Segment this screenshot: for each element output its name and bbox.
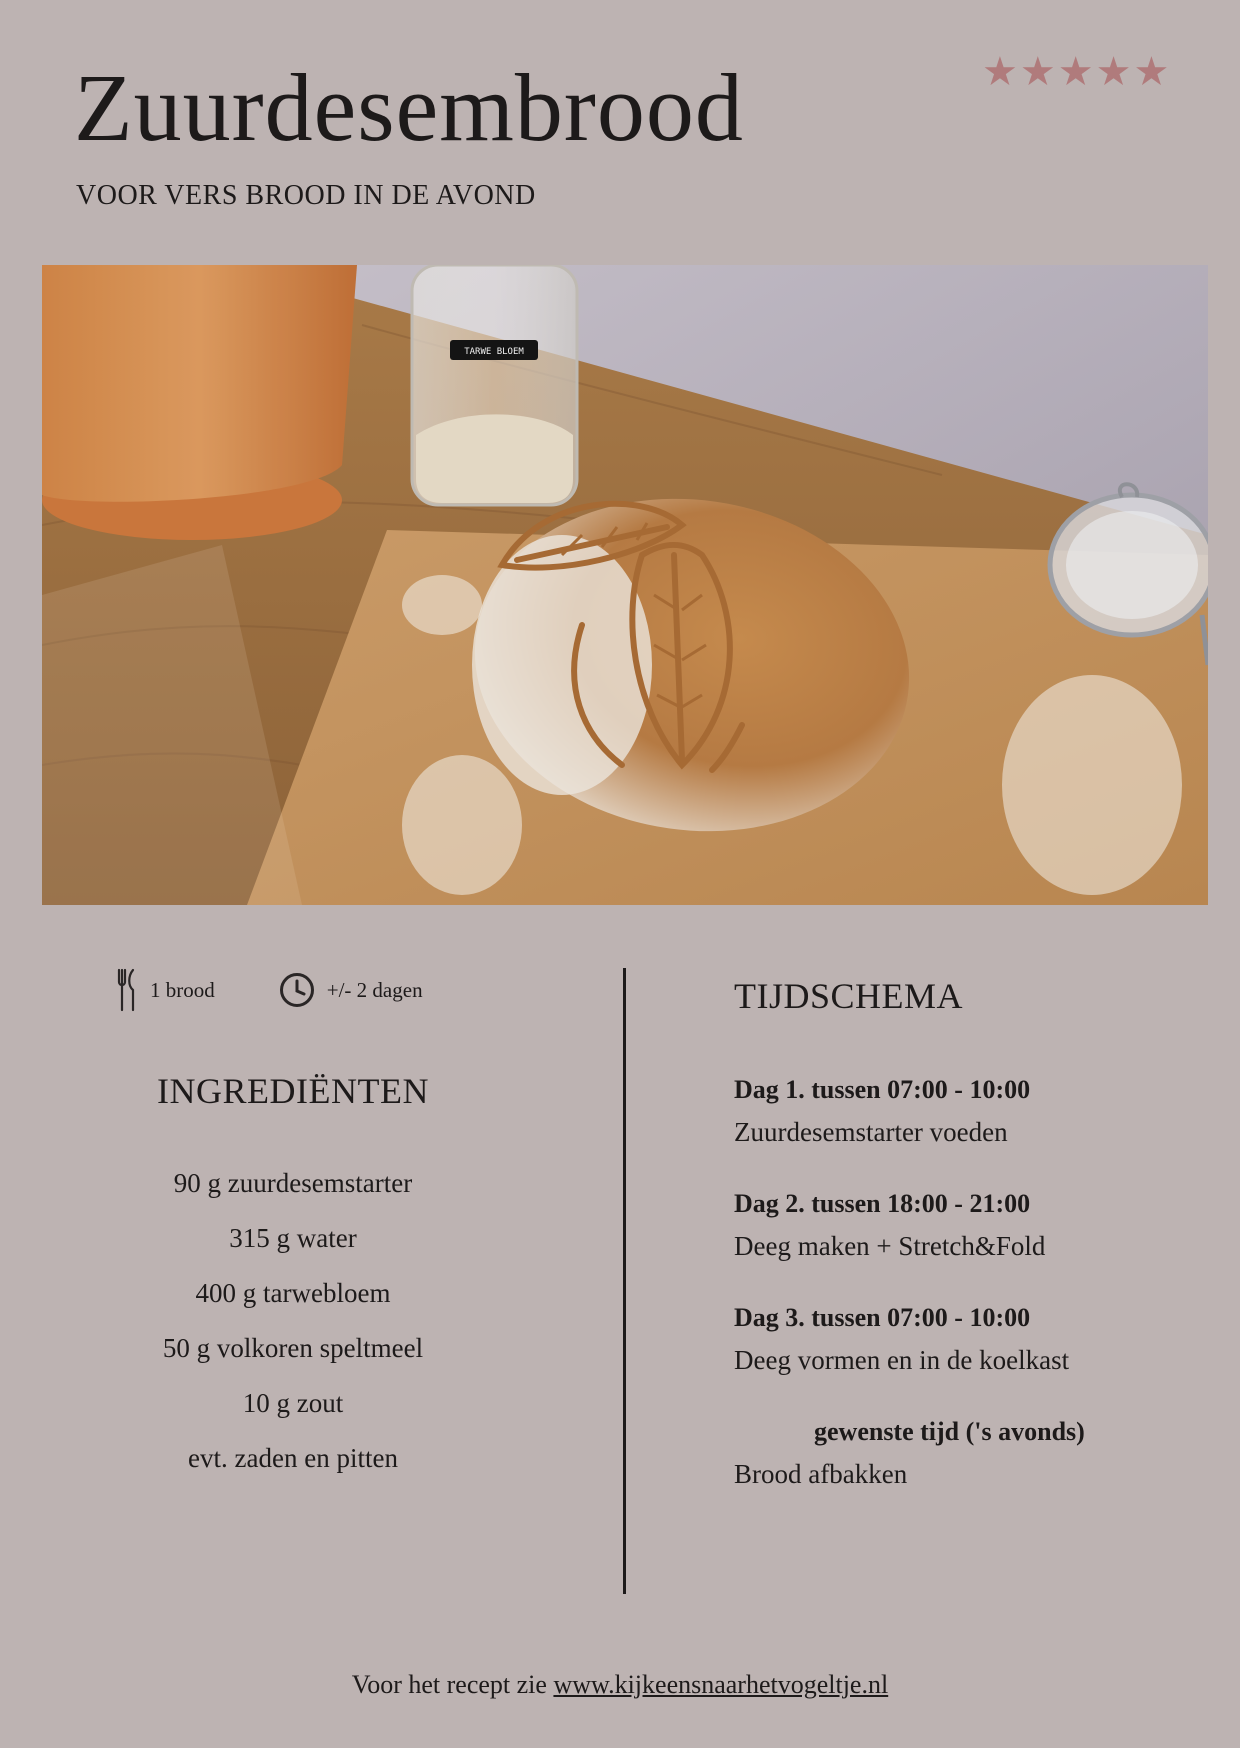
- schedule-task: Zuurdesemstarter voeden: [734, 1117, 1008, 1147]
- bread-photo: [42, 265, 1208, 905]
- clock-icon: [279, 972, 315, 1008]
- schedule-task: Brood afbakken: [734, 1459, 908, 1489]
- star-icon: ★: [1133, 49, 1170, 95]
- jar-label: TARWE BLOEM: [464, 347, 524, 357]
- recipe-link[interactable]: www.kijkeensnaarhetvogeltje.nl: [553, 1670, 889, 1699]
- ingredient-item: 315 g water: [229, 1223, 357, 1253]
- star-icon: ★: [1019, 49, 1056, 95]
- duration-text: +/- 2 dagen: [326, 977, 423, 1002]
- star-icon: ★: [1057, 49, 1094, 95]
- column-divider: [623, 968, 626, 1594]
- schedule-entry: [734, 1412, 1194, 1496]
- fork-knife-icon: [116, 968, 138, 1012]
- schedule-list: [734, 1070, 1194, 1526]
- star-icon: ★: [1095, 49, 1132, 95]
- schedule-entry: [734, 1184, 1194, 1268]
- star-rating: [982, 49, 1170, 95]
- ingredients-heading: INGREDIËNTEN: [157, 1071, 429, 1111]
- recipe-meta: [116, 968, 423, 1012]
- footer-prefix: Voor het recept zie: [351, 1670, 554, 1699]
- star-icon: ★: [982, 49, 1018, 95]
- servings-text: 1 brood: [150, 977, 215, 1002]
- page-title: Zuurdesembrood: [74, 54, 744, 161]
- schedule-day: Dag 3. tussen 07:00 - 10:00: [734, 1303, 1031, 1332]
- schedule-day: Dag 2. tussen 18:00 - 21:00: [734, 1189, 1031, 1218]
- ingredient-item: 400 g tarwebloem: [195, 1278, 391, 1308]
- ingredients-list: [0, 1158, 586, 1488]
- schedule-task: Deeg maken + Stretch&Fold: [734, 1231, 1046, 1261]
- schedule-day: Dag 1. tussen 07:00 - 10:00: [734, 1075, 1031, 1104]
- schedule-entry: [734, 1298, 1194, 1382]
- duration: [279, 972, 423, 1008]
- ingredient-item: 10 g zout: [242, 1388, 344, 1418]
- page-subtitle: VOOR VERS BROOD IN DE AVOND: [76, 180, 536, 211]
- schedule-heading: TIJDSCHEMA: [734, 976, 964, 1016]
- ingredient-item: evt. zaden en pitten: [188, 1443, 398, 1473]
- schedule-task: Deeg vormen en in de koelkast: [734, 1345, 1070, 1375]
- footer: [0, 1670, 1240, 1700]
- schedule-entry: [734, 1070, 1194, 1154]
- servings: [116, 968, 215, 1012]
- schedule-day: gewenste tijd ('s avonds): [814, 1417, 1085, 1446]
- ingredient-item: 50 g volkoren speltmeel: [162, 1333, 424, 1363]
- ingredient-item: 90 g zuurdesemstarter: [173, 1168, 413, 1198]
